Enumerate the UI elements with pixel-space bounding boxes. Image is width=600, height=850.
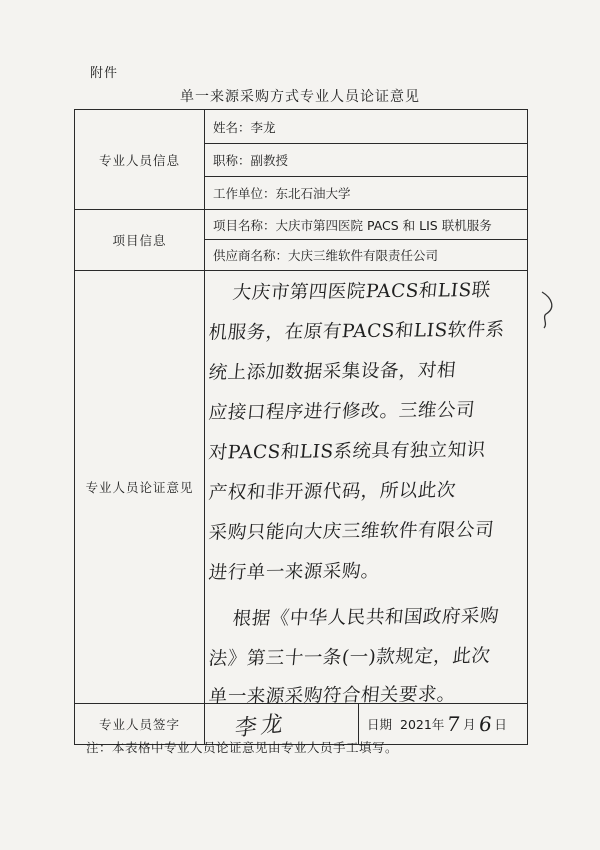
footer-note: 注：本表格中专业人员论证意见由专业人员手工填写。: [86, 740, 399, 755]
date-month-unit: 月: [463, 717, 476, 732]
date-year: 2021: [400, 716, 432, 732]
opinion-line: 对PACS和LIS系统具有独立知识: [207, 439, 487, 464]
attachment-label: 附件: [90, 66, 119, 81]
project-name: 项目名称：大庆市第四医院 PACS 和 LIS 联机服务: [205, 210, 528, 240]
opinion-line: 统上添加数据采集设备，对相: [207, 360, 457, 384]
margin-bracket-mark: [538, 290, 560, 330]
expert-title: 职称：副教授: [205, 144, 528, 177]
opinion-line: 机服务，在原有PACS和LIS软件系: [207, 319, 506, 344]
opinion-line: 法》第三十一条(一)款规定，此次: [207, 645, 492, 670]
opinion-line: 应接口程序进行修改。三维公司: [207, 399, 476, 424]
date-day: 6: [476, 712, 494, 736]
date-year-unit: 年: [431, 717, 445, 732]
opinion-line: 大庆市第四医院PACS和LIS联: [231, 279, 492, 304]
opinion-form-table: [74, 109, 528, 745]
opinion-line: 根据《中华人民共和国政府采购: [231, 605, 500, 630]
handwritten-opinion-area: [205, 271, 528, 708]
expert-work-unit: 工作单位：东北石油大学: [205, 177, 528, 210]
date-month: 7: [445, 712, 462, 736]
expert-info-label: 专业人员信息: [75, 110, 205, 210]
handwritten-signature: 李龙: [233, 710, 288, 742]
opinion-line: 单一来源采购符合相关要求。: [207, 684, 457, 708]
supplier-name: 供应商名称：大庆三维软件有限责任公司: [205, 240, 528, 271]
date-day-unit: 日: [494, 717, 507, 732]
date-label: 日期: [367, 717, 393, 732]
signature-label: 专业人员签字: [75, 704, 205, 745]
form-title: 单一来源采购方式专业人员论证意见: [180, 89, 420, 105]
opinion-label: 专业人员论证意见: [75, 271, 205, 704]
opinion-line: 采购只能向大庆三维软件有限公司: [207, 519, 496, 544]
opinion-line: 进行单一来源采购。: [207, 560, 381, 584]
expert-name: 姓名：李龙: [205, 110, 528, 144]
project-info-label: 项目信息: [75, 210, 205, 271]
opinion-line: 产权和非开源代码，所以此次: [207, 480, 457, 504]
